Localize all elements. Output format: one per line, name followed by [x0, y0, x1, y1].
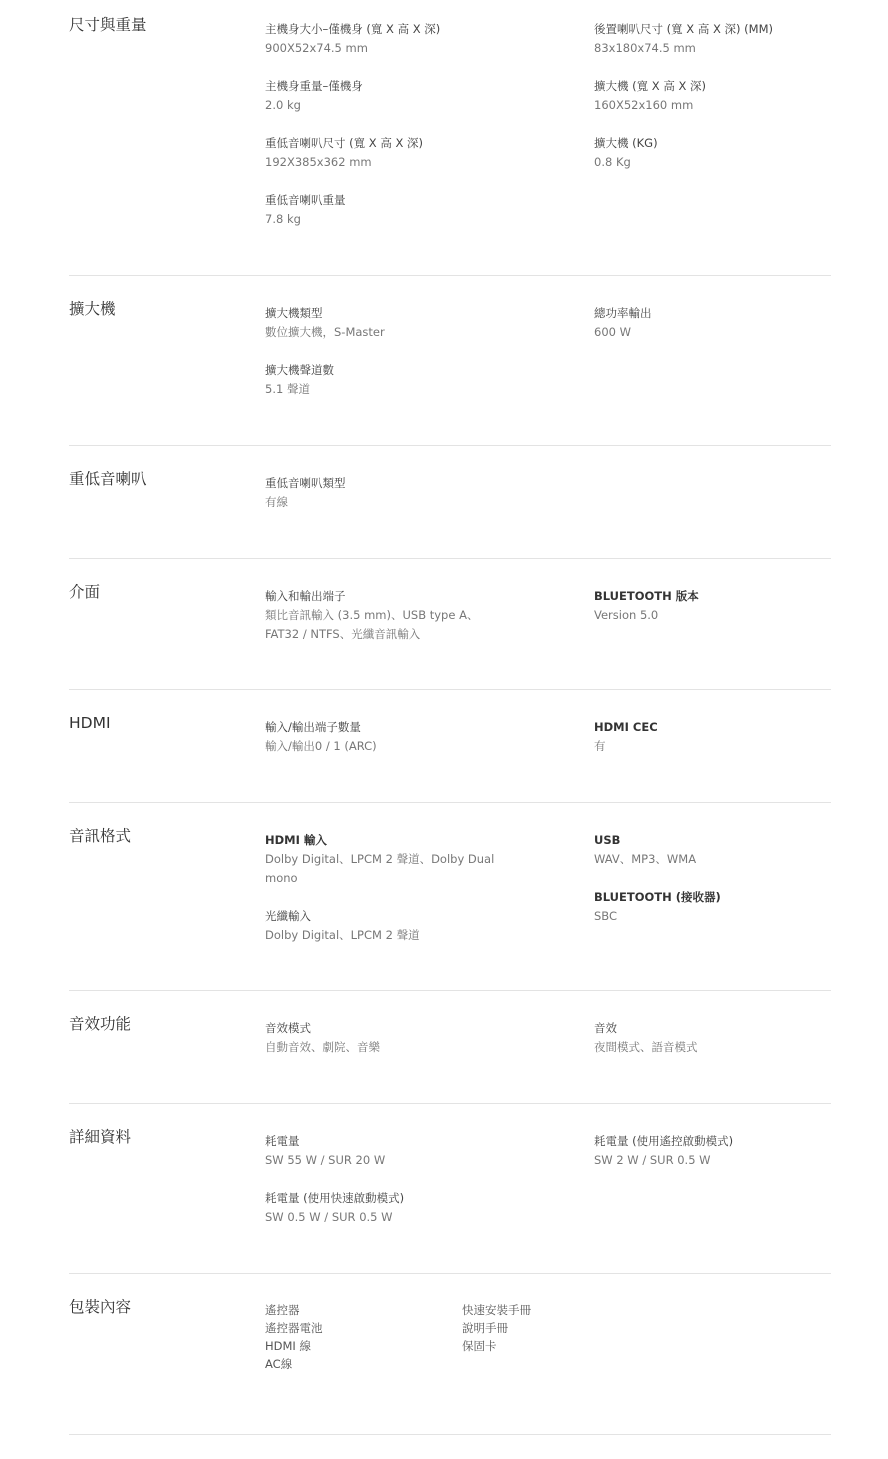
spec-column-left [265, 1019, 525, 1076]
spec-item [265, 191, 525, 229]
spec-section-interface [69, 559, 831, 690]
spec-value: 有線 [265, 495, 288, 509]
spec-label: 擴大機類型 [265, 306, 323, 320]
spec-item [265, 1019, 525, 1057]
spec-label: 擴大機 (寬 X 高 X 深) [594, 79, 707, 93]
section-title: 包裝內容 [69, 1298, 132, 1316]
spec-value: 2.0 kg [265, 98, 301, 112]
spec-column-left [265, 587, 490, 663]
spec-value: Version 5.0 [594, 608, 659, 622]
spec-item [594, 1019, 831, 1057]
spec-value: WAV、MP3、WMA [594, 852, 697, 866]
spec-value: 7.8 kg [265, 212, 301, 226]
spec-value: 0.8 Kg [594, 155, 631, 169]
spec-section-audio-format [69, 803, 831, 991]
spec-label: 重低音喇叭類型 [265, 476, 346, 490]
spec-item [594, 831, 831, 869]
spec-column-right [594, 718, 831, 775]
spec-label: 耗電量 [265, 1134, 300, 1148]
spec-label: BLUETOOTH (接收器) [594, 890, 721, 904]
spec-item [265, 831, 505, 888]
spec-value: SW 55 W / SUR 20 W [265, 1153, 386, 1167]
spec-item [594, 77, 831, 115]
spec-column-left [265, 20, 525, 248]
spec-column-left [265, 474, 525, 531]
spec-column-left [265, 304, 525, 418]
spec-column-right [594, 20, 831, 191]
spec-label: 音效模式 [265, 1021, 311, 1035]
spec-section-details [69, 1104, 831, 1274]
spec-value: 83x180x74.5 mm [594, 41, 696, 55]
package-item: AC線 [265, 1357, 293, 1371]
spec-label: 擴大機 (KG) [594, 136, 658, 150]
spec-label: 擴大機聲道數 [265, 363, 334, 377]
spec-value: 900X52x74.5 mm [265, 41, 368, 55]
section-title: 擴大機 [69, 300, 116, 318]
spec-value: Dolby Digital、LPCM 2 聲道、Dolby Dual mono [265, 852, 495, 885]
spec-value: Dolby Digital、LPCM 2 聲道 [265, 928, 420, 942]
spec-label: 主機身重量–僅機身 [265, 79, 363, 93]
spec-label: 重低音喇叭重量 [265, 193, 346, 207]
spec-column-right [594, 587, 831, 644]
section-title: 介面 [69, 583, 101, 601]
spec-value: 數位擴大機，S-Master [265, 325, 385, 339]
spec-value: 192X385x362 mm [265, 155, 372, 169]
spec-item [265, 134, 525, 172]
spec-label: 重低音喇叭尺寸 (寬 X 高 X 深) [265, 136, 424, 150]
spec-item [265, 1189, 525, 1227]
spec-label: 後置喇叭尺寸 (寬 X 高 X 深) (MM) [594, 22, 773, 36]
spec-label: BLUETOOTH 版本 [594, 589, 699, 603]
spec-value: SW 2 W / SUR 0.5 W [594, 1153, 711, 1167]
spec-value: SW 0.5 W / SUR 0.5 W [265, 1210, 393, 1224]
spec-item [594, 718, 831, 756]
spec-label: USB [594, 833, 621, 847]
spec-item [265, 77, 525, 115]
spec-value: 自動音效、劇院、音樂 [265, 1040, 380, 1054]
spec-section-package-contents [69, 1274, 831, 1435]
section-title: 音訊格式 [69, 827, 132, 845]
spec-item [265, 474, 525, 512]
spec-item [265, 20, 525, 58]
spec-item [265, 304, 525, 342]
spec-label: HDMI CEC [594, 720, 658, 734]
spec-section-amplifier [69, 276, 831, 446]
package-item: 快速安裝手冊 [462, 1303, 531, 1317]
spec-item [594, 587, 831, 625]
package-list-left [265, 1301, 445, 1373]
spec-value: 160X52x160 mm [594, 98, 694, 112]
section-title: HDMI [69, 714, 111, 732]
spec-item [265, 1132, 525, 1170]
spec-item [265, 718, 525, 756]
spec-column-right [594, 1019, 831, 1076]
spec-item [265, 907, 505, 945]
spec-column-right [594, 304, 831, 361]
spec-item [265, 361, 525, 399]
spec-value: SBC [594, 909, 618, 923]
package-list-right [462, 1301, 642, 1355]
package-item: 遙控器電池 [265, 1321, 323, 1335]
spec-value: 夜間模式、語音模式 [594, 1040, 698, 1054]
spec-column-right [594, 831, 831, 945]
spec-section-subwoofer [69, 446, 831, 559]
spec-item [594, 134, 831, 172]
spec-label: 主機身大小–僅機身 (寬 X 高 X 深) [265, 22, 441, 36]
spec-label: 耗電量 (使用遙控啟動模式) [594, 1134, 734, 1148]
spec-label: 耗電量 (使用快速啟動模式) [265, 1191, 405, 1205]
spec-label: 輸入和輸出端子 [265, 589, 346, 603]
section-title: 音效功能 [69, 1015, 132, 1033]
spec-item [265, 587, 490, 644]
spec-label: 總功率輸出 [594, 306, 652, 320]
spec-section-dimensions [69, 0, 831, 276]
spec-section-hdmi [69, 690, 831, 803]
spec-value: 600 W [594, 325, 631, 339]
package-item: 遙控器 [265, 1303, 300, 1317]
package-item: HDMI 線 [265, 1339, 311, 1353]
section-title: 尺寸與重量 [69, 16, 147, 34]
spec-item [594, 1132, 831, 1170]
spec-column-left [265, 1132, 525, 1246]
section-title: 重低音喇叭 [69, 470, 147, 488]
spec-value: 5.1 聲道 [265, 382, 310, 396]
spec-label: 音效 [594, 1021, 617, 1035]
spec-column-right [594, 1132, 831, 1189]
spec-item [594, 304, 831, 342]
package-item: 說明手冊 [462, 1321, 508, 1335]
spec-value: 類比音訊輸入 (3.5 mm)、USB type A、FAT32 / NTFS、光纖音訊輸入 [265, 608, 479, 641]
spec-label: 輸入/輸出端子數量 [265, 720, 361, 734]
spec-label: 光纖輸入 [265, 909, 311, 923]
package-item: 保固卡 [462, 1339, 497, 1353]
spec-value: 有 [594, 739, 606, 753]
spec-column-left [265, 831, 505, 964]
spec-section-sound-effects [69, 991, 831, 1104]
spec-item [594, 888, 831, 926]
spec-value: 輸入/輸出0 / 1 (ARC) [265, 739, 377, 753]
spec-label: HDMI 輸入 [265, 833, 327, 847]
section-title: 詳細資料 [69, 1128, 132, 1146]
spec-item [594, 20, 831, 58]
spec-column-left [265, 718, 525, 775]
